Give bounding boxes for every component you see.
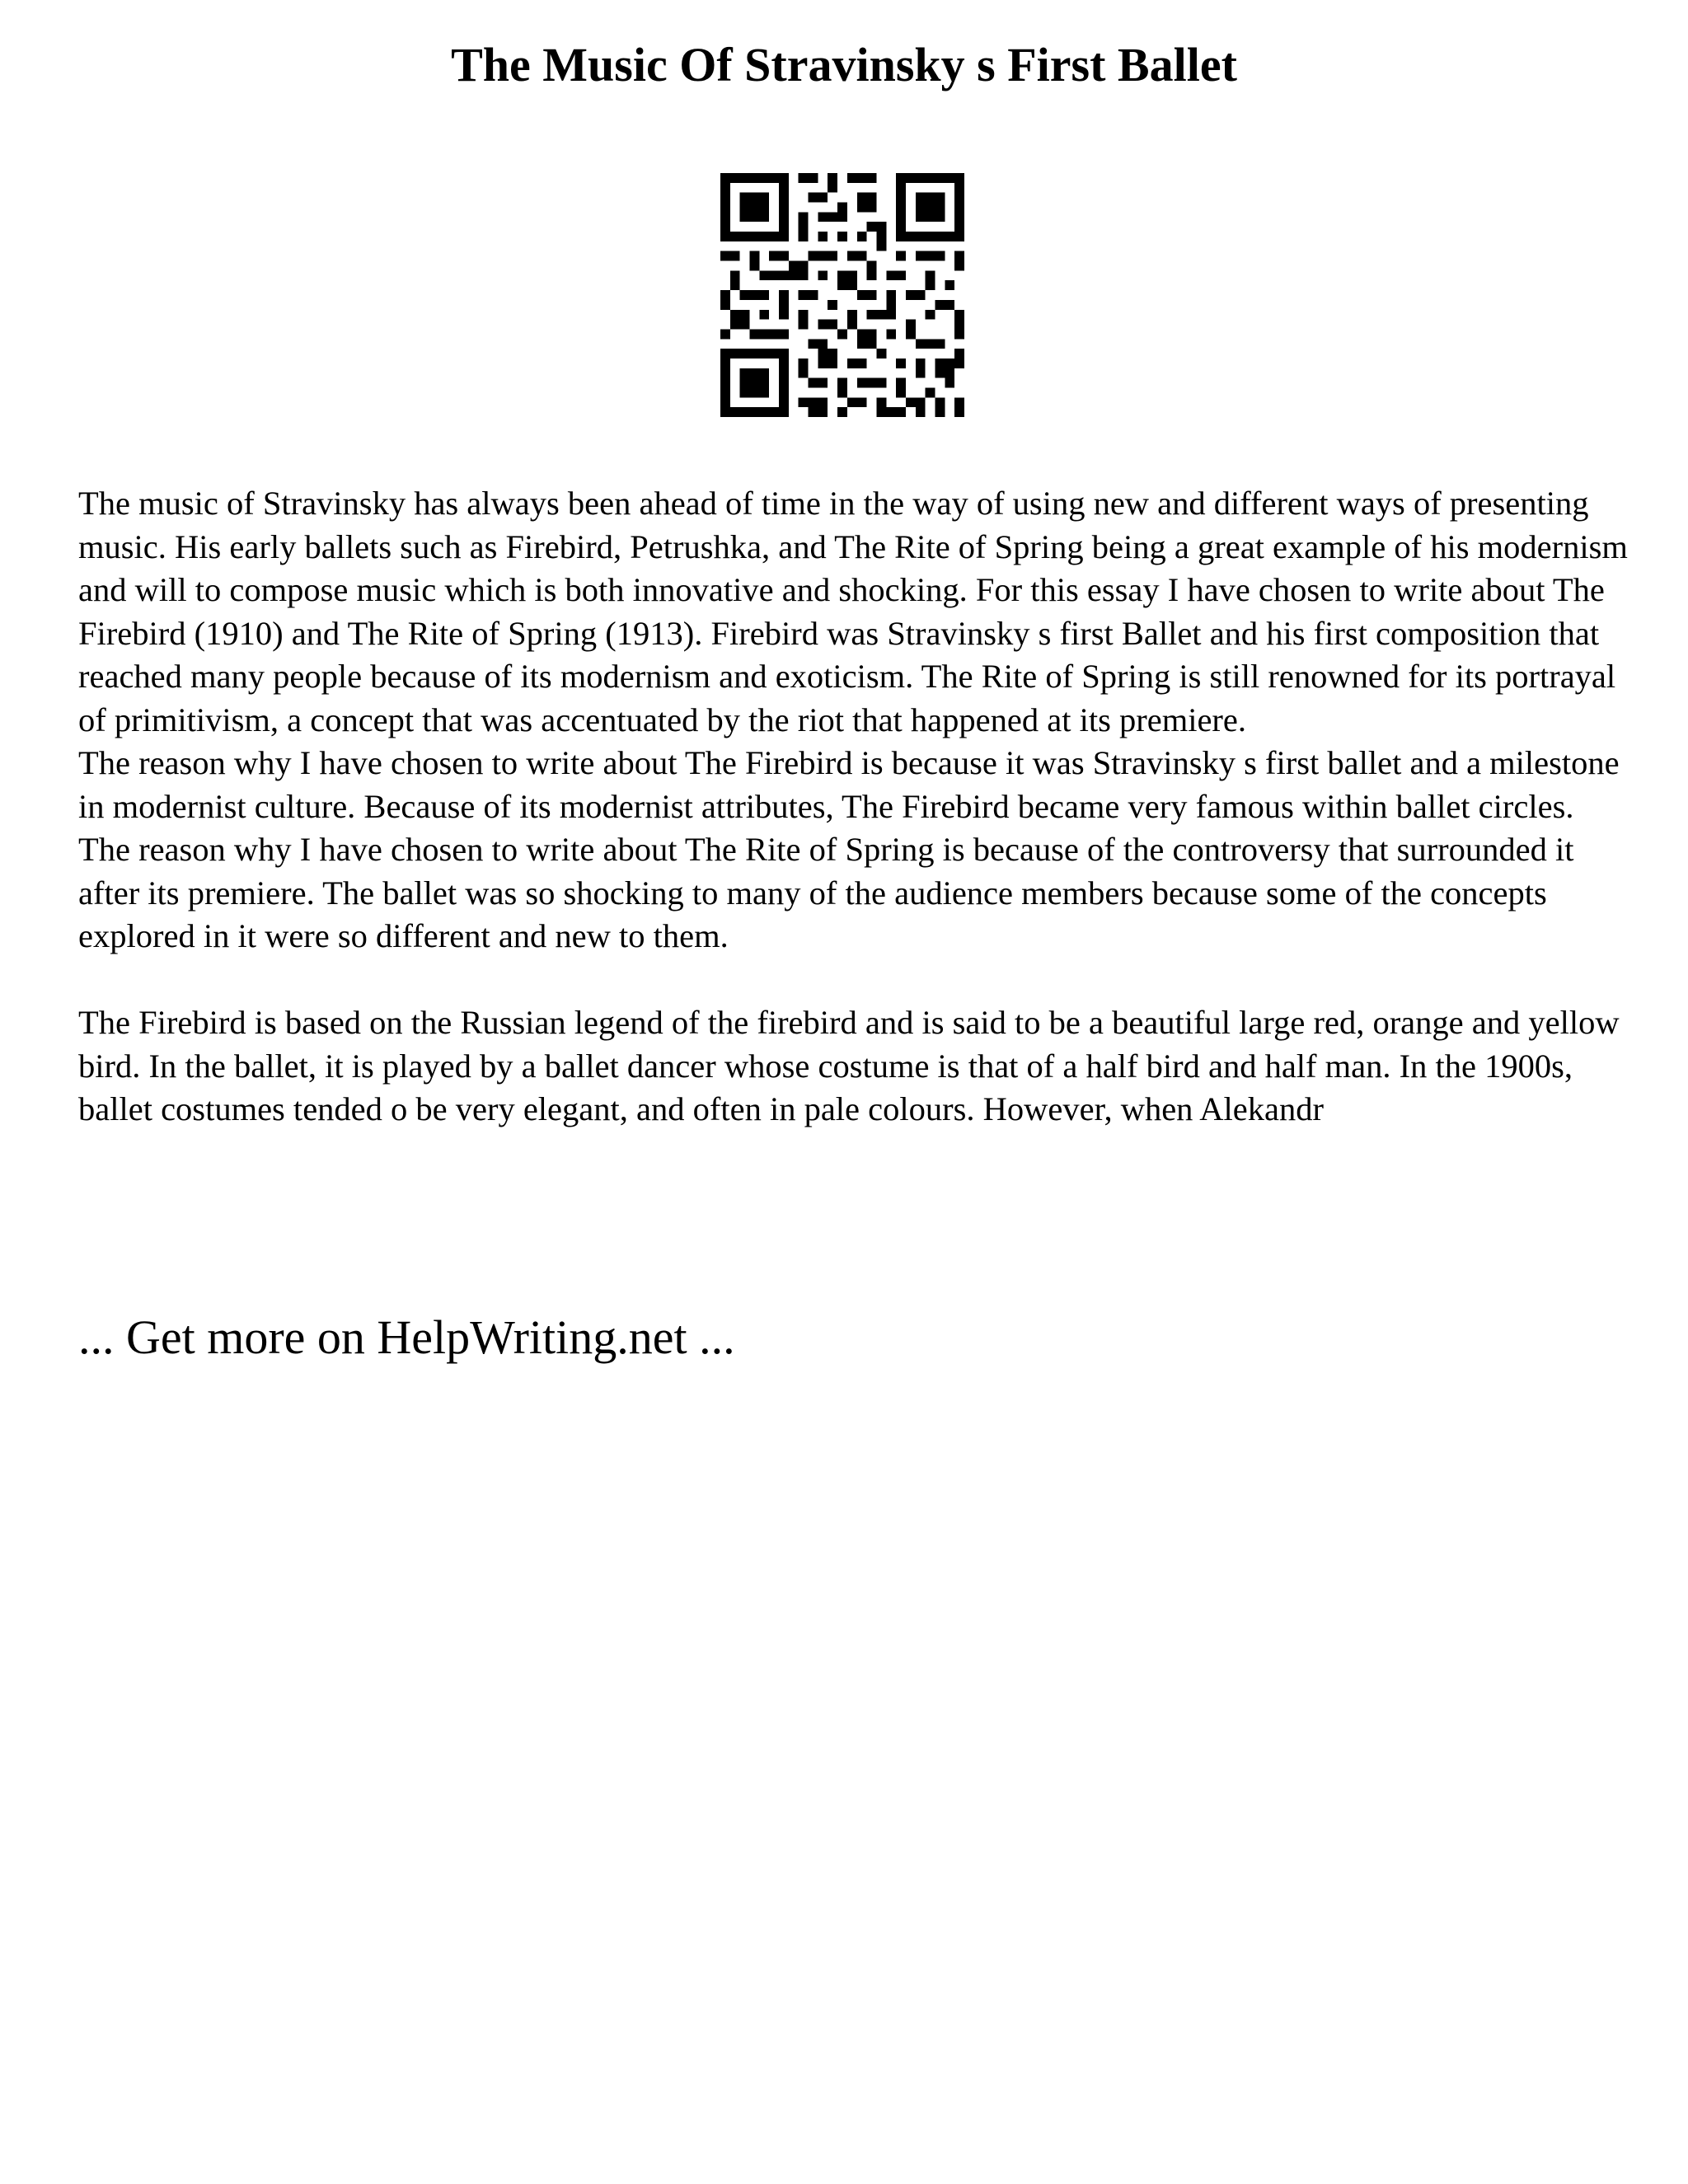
paragraph-rite-reason: The reason why I have chosen to write about The Rite of Spring is because of the controversy that surrounded it after its premiere. The ballet was so shocking to many of the audience members because some of the concepts explored in it were so different and new to them. bbox=[78, 831, 1574, 954]
qr-code-graphic bbox=[720, 173, 964, 417]
paragraph-firebird-reason: The reason why I have chosen to write about The Firebird is because it was Stravinsky s first ballet and a milestone in modernist culture. Because of its modernist attributes, The Firebird became very famous within ballet circles. bbox=[78, 744, 1620, 825]
paragraph-intro: The music of Stravinsky has always been ahead of time in the way of using new and different ways of presenting music. His early ballets such as Firebird, Petrushka, and The Rite of Spring being a great example of his modernism and will to compose music which is both innovative and shocking. For this essay I have chosen to write about The Firebird (1910) and The Rite of Spring (1913). Firebird was Stravinsky s first Ballet and his first composition that reached many people because of its modernism and exoticism. The Rite of Spring is still renowned for its portrayal of primitivism, a concept that was accentuated by the riot that happened at its premiere. bbox=[78, 485, 1628, 738]
get-more-link[interactable]: ... Get more on HelpWriting.net ... bbox=[78, 1310, 735, 1364]
paragraph-firebird-legend: The Firebird is based on the Russian legend of the firebird and is said to be a beautiful large red, orange and yellow bird. In the ballet, it is played by a ballet dancer whose costume is that of a half bird and half man. In the 1900s, ballet costumes tended o be very elegant, and often in pale colours. However, when Alekandr bbox=[78, 1004, 1620, 1127]
document-title: The Music Of Stravinsky s First Ballet bbox=[451, 38, 1237, 91]
essay-body bbox=[78, 482, 1628, 1132]
paragraph-spacer bbox=[78, 958, 1628, 1002]
qr-code bbox=[720, 173, 964, 417]
